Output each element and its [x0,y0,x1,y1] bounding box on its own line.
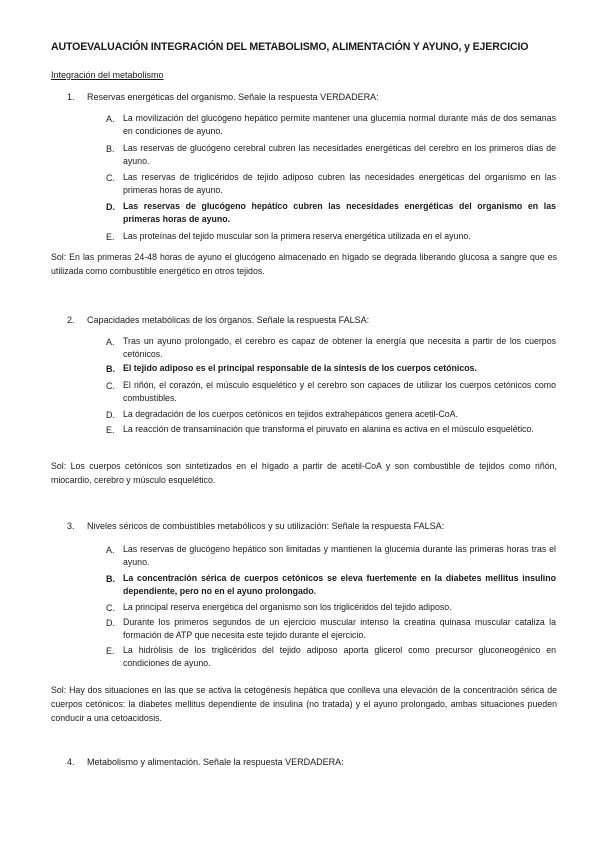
option-text-correct: La concentración sérica de cuerpos cetónicos se eleva fuertemente en la diabetes mellitus insulino dependiente, pero no en el ayuno prolongado. [123,573,556,597]
option-text: Las reservas de triglicéridos de tejido adiposo cubren las necesidades energéticas del organismo en las primeras horas de ayuno. [123,172,556,196]
option-text: Las proteínas del tejido muscular son la primera reserva energética utilizada en el ayuno. [123,231,471,241]
option-letter-correct: B. [106,574,115,584]
option-text: Las reservas de glucógeno cerebral cubren las necesidades energéticas del cerebro en los primeros días de ayuno. [123,143,556,167]
solution-text: Sol: En las primeras 24-48 horas de ayuno el glucógeno almacenado en hígado se degrada liberando glucosa a sangre que es utilizada como combustible energético en otros tejidos. [51,252,557,277]
option-letter: D. [106,410,115,420]
option-letter: A. [106,114,115,124]
option-letter: A. [106,337,115,347]
question-number: 1. [67,92,75,102]
option-text: El riñón, el corazón, el músculo esquelético y el cerebro son capaces de utilizar los cuerpos cetónicos como combustibles. [123,380,556,404]
question-text: Metabolismo y alimentación. Señale la respuesta VERDADERA: [87,757,344,767]
option-text: La degradación de los cuerpos cetónicos en tejidos extrahepáticos genera acetil-CoA. [123,409,458,419]
question-text: Niveles séricos de combustibles metabólicos y su utilización: Señale la respuesta FALSA: [87,521,445,531]
option-letter-correct: B. [106,364,115,374]
option-text: Las reservas de glucógeno hepático son limitadas y mantienen la glucemia durante las primeras horas tras el ayuno. [123,544,556,568]
document-title: AUTOEVALUACIÓN INTEGRACIÓN DEL METABOLISMO, ALIMENTACIÓN Y AYUNO, y EJERCICIO [51,41,529,53]
option-letter: C. [106,173,115,183]
question-text: Reservas energéticas del organismo. Señale la respuesta VERDADERA: [87,92,379,102]
option-letter: B. [106,144,115,154]
option-text-correct: El tejido adiposo es el principal responsable de la síntesis de los cuerpos cetónicos. [123,363,477,373]
option-text-correct: Las reservas de glucógeno hepático cubren las necesidades energéticas del organismo en las primeras horas de ayuno. [123,201,556,225]
option-text: La movilización del glucógeno hepático permite mantener una glucemia normal durante más de dos semanas en condiciones de ayuno. [123,113,556,137]
option-text: Tras un ayuno prolongado, el cerebro es capaz de obtener la energía que necesita a partir de los cuerpos cetónicos. [123,336,556,360]
question-text: Capacidades metabólicas de los órganos. Señale la respuesta FALSA: [87,315,370,325]
option-letter: D. [106,618,115,628]
option-text: Durante los primeros segundos de un ejercicio muscular intenso la creatina quinasa muscular cataliza la formación de ATP que necesita este tejido durante el ejercicio. [123,617,556,641]
option-text: La principal reserva energética del organismo son los triglicéridos del tejido adiposo. [123,602,452,612]
option-letter: E. [106,425,115,435]
question-number: 4. [67,757,75,767]
option-letter: E. [106,232,115,242]
solution-text: Sol: Los cuerpos cetónicos son sintetizados en el hígado a partir de acetil-CoA y son combustible de tejidos como riñón, miocardio, cerebro y músculo esquelético. [51,461,557,486]
section-heading: Integración del metabolismo [51,70,164,80]
option-letter-correct: D. [106,202,115,212]
solution-text: Sol: Hay dos situaciones en las que se activa la cetogénesis hepática que conlleva una elevación de la concentración sérica de cuerpos cetónicos: la diabetes mellitus dependiente de insulina (no tratada) y el ayuno prolongado, ambas situaciones pueden conducir a una cetoacidosis. [51,685,557,724]
option-letter: E. [106,646,115,656]
option-letter: A. [106,545,115,555]
option-text: La reacción de transaminación que transforma el piruvato en alanina es activa en el músculo esquelético. [123,424,534,434]
option-text: La hidrólisis de los triglicéridos del tejido adiposo aporta glicerol como precursor gluconeogénico en condiciones de ayuno. [123,645,556,669]
option-letter: C. [106,603,115,613]
question-number: 3. [67,521,75,531]
question-number: 2. [67,315,75,325]
option-letter: C. [106,381,115,391]
